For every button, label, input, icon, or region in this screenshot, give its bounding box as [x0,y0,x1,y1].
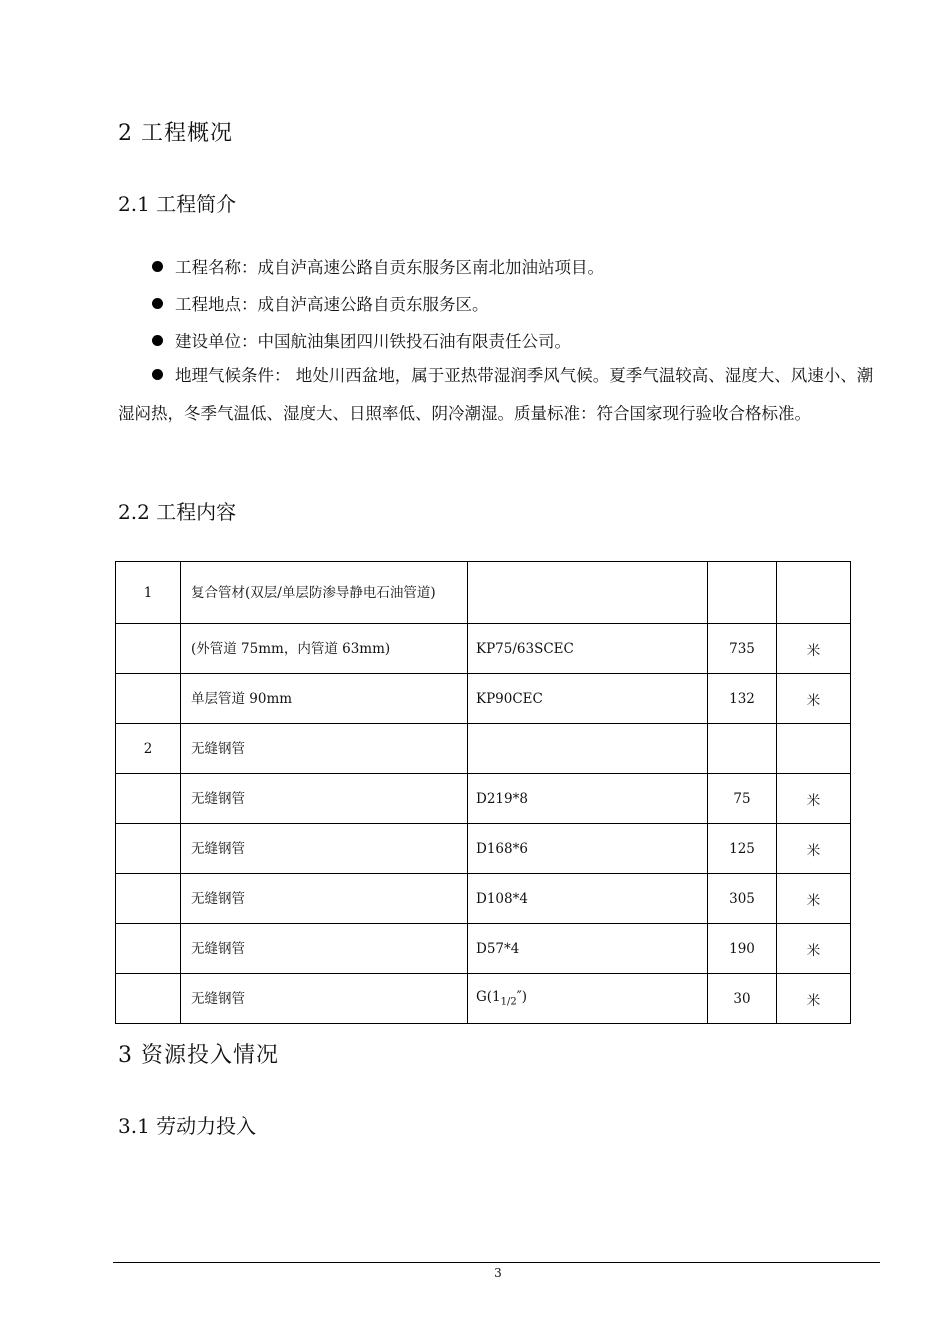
item-number-cell: 2 [116,724,181,774]
bullet-dot-icon [152,369,163,380]
item-name-cell: (外管道 75mm，内管道 63mm) [181,624,468,674]
item-quantity-cell: 305 [708,874,777,924]
table-row [116,774,851,824]
section-2-1-title: 2.1 工程简介 [118,192,237,216]
bullet-climate-paragraph: 地理气候条件： 地处川西盆地，属于亚热带湿润季风气候。夏季气温较高、湿度大、风速小、潮湿闷热，冬季气温低、湿度大、日照率低、阴冷潮湿。质量标准：符合国家现行验收合格标准。 [118,366,874,423]
item-quantity-cell [708,724,777,774]
spec-subscript: 1/2 [500,996,517,1008]
bullet-project-location: 工程地点：成自泸高速公路自贡东服务区。 [152,291,489,315]
spec-suffix: ″) [516,989,528,1006]
item-quantity-cell: 735 [708,624,777,674]
item-number-cell [116,674,181,724]
item-unit-cell: 米 [777,624,851,674]
project-content-table [115,561,851,1024]
item-quantity-cell: 75 [708,774,777,824]
item-unit-cell [777,562,851,624]
item-name-cell: 无缝钢管 [181,874,468,924]
item-unit-cell [777,724,851,774]
item-number-cell [116,874,181,924]
item-name-cell: 无缝钢管 [181,974,468,1024]
table-row [116,924,851,974]
bullet-project-owner: 建设单位：中国航油集团四川铁投石油有限责任公司。 [152,328,571,352]
item-unit-cell: 米 [777,824,851,874]
bullet-dot-icon [152,335,163,346]
section-2-2-title: 2.2 工程内容 [118,500,237,524]
table-row [116,674,851,724]
item-quantity-cell [708,562,777,624]
item-unit-cell: 米 [777,924,851,974]
table-row [116,562,851,624]
item-spec-cell: D219*8 [468,774,708,824]
item-quantity-cell: 125 [708,824,777,874]
item-spec-cell: D57*4 [468,924,708,974]
item-quantity-cell: 30 [708,974,777,1024]
spec-prefix: G(1 [476,989,501,1006]
item-number-cell [116,824,181,874]
item-number-cell [116,974,181,1024]
item-number-cell [116,624,181,674]
table-row [116,824,851,874]
section-3-title: 3 资源投入情况 [118,1043,279,1068]
item-name-cell: 单层管道 90mm [181,674,468,724]
item-number-cell: 1 [116,562,181,624]
item-spec-cell: KP75/63SCEC [468,624,708,674]
table-row [116,624,851,674]
item-spec-cell [468,974,708,1024]
item-unit-cell: 米 [777,674,851,724]
footer-divider [113,1262,880,1263]
bullet-project-name: 工程名称：成自泸高速公路自贡东服务区南北加油站项目。 [152,254,604,278]
item-name-cell: 无缝钢管 [181,924,468,974]
item-spec-cell: KP90CEC [468,674,708,724]
bullet-dot-icon [152,261,163,272]
section-3-1-title: 3.1 劳动力投入 [118,1114,257,1138]
item-unit-cell: 米 [777,874,851,924]
item-number-cell [116,924,181,974]
item-number-cell [116,774,181,824]
table-row [116,974,851,1024]
item-spec-cell [468,562,708,624]
item-spec-cell: D108*4 [468,874,708,924]
table-row [116,874,851,924]
item-name-cell: 无缝钢管 [181,824,468,874]
item-name-cell: 复合管材(双层/单层防渗导静电石油管道) [181,562,468,624]
item-quantity-cell: 190 [708,924,777,974]
section-2-title: 2 工程概况 [118,121,233,146]
item-spec-cell: D168*6 [468,824,708,874]
item-name-cell: 无缝钢管 [181,774,468,824]
item-unit-cell: 米 [777,774,851,824]
item-spec-cell [468,724,708,774]
item-quantity-cell: 132 [708,674,777,724]
page-number: 3 [494,1266,502,1280]
item-name-cell: 无缝钢管 [181,724,468,774]
item-unit-cell: 米 [777,974,851,1024]
table-row [116,724,851,774]
bullet-dot-icon [152,298,163,309]
